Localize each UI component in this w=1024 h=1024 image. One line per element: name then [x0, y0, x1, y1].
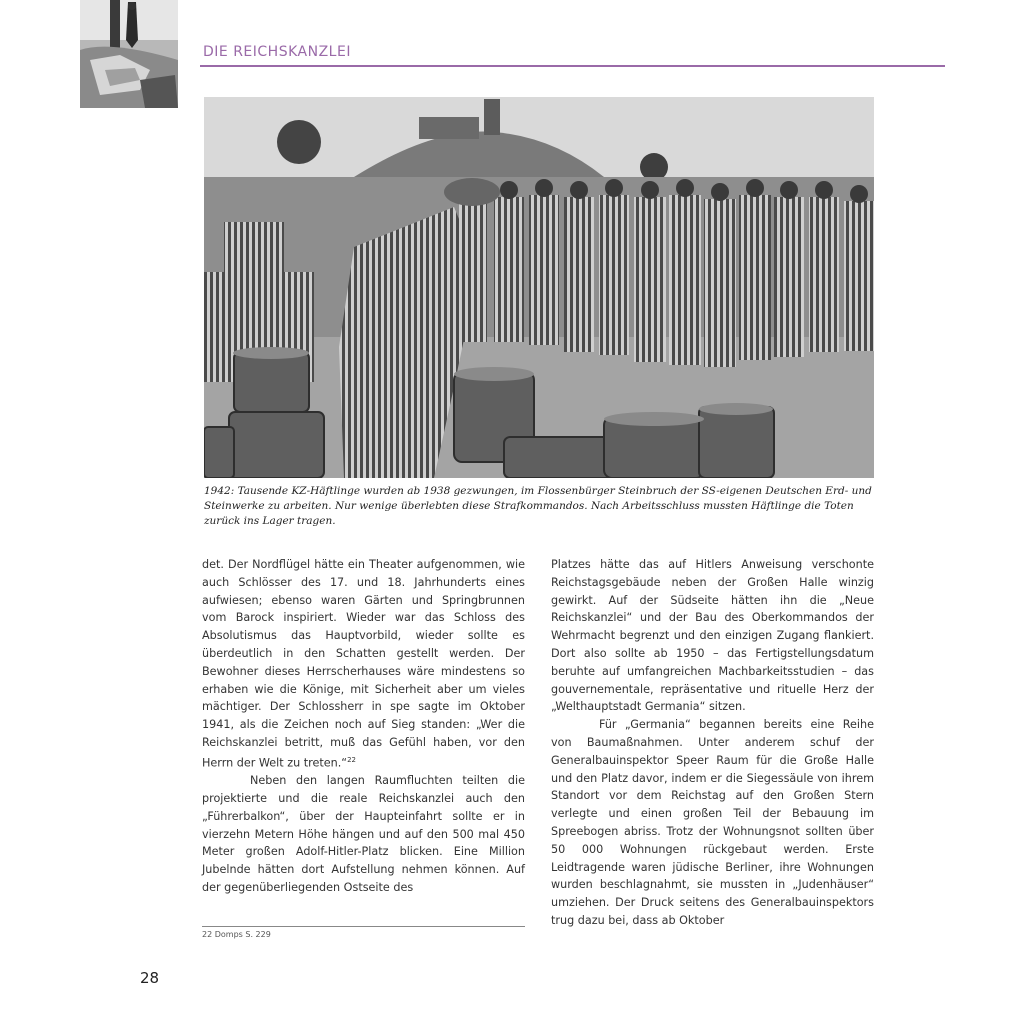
- paragraph: Platzes hätte das auf Hitlers Anweisung verschonte Reichstagsgebäude neben der Großen Halle winzig gewirkt. Auf der Südseite hätten ihn die „Neue Reichskanzlei“ und der Bau des Oberkommandos der Wehrmacht begrenzt und den einzigen Zugang flankiert. Dort also sollte ab 1950 – das Fertigstellungsdatum beruhte auf umfangreichen Machbarkeitsstudien – das gouvernementale, repräsentative und rituelle Herz der „Welthauptstadt Germania“ sitzen.: [551, 558, 874, 714]
- main-photo: [204, 97, 874, 478]
- header-divider: [200, 65, 945, 67]
- text-column-left: [202, 556, 525, 897]
- text-column-right: [551, 556, 874, 930]
- footnote-marker: 22: [347, 755, 357, 764]
- photo-caption: 1942: Tausende KZ-Häftlinge wurden ab 1938 gezwungen, im Flossenbürger Steinbruch der SS-eigenen Deutschen Erd- und Steinwerke zu arbeiten. Nur wenige überlebten diese Strafkommandos. Nach Arbeitsschluss mussten Häftlinge die Toten zurück ins Lager tragen.: [204, 485, 872, 527]
- corner-thumbnail-photo: [80, 0, 178, 108]
- paragraph: [202, 556, 525, 772]
- footnote: 22 Domps S. 229: [202, 930, 271, 939]
- footnote-divider: [202, 926, 525, 927]
- paragraph: Neben den langen Raumfluchten teilten die projektierte und die reale Reichskanzlei auch den „Führerbalkon“, über der Haupteinfahrt sollte er in vierzehn Metern Höhe hängen und auf den 500 mal 450 Meter großen Adolf-Hitler-Platz blicken. Eine Million Jubelnde hätten dort Aufstellung nehmen können. Auf der gegenüberliegenden Ostseite des: [202, 774, 525, 895]
- chapter-title: DIE REICHSKANZLEI: [203, 44, 351, 60]
- paragraph-text: det. Der Nordflügel hätte ein Theater aufgenommen, wie auch Schlösser des 17. und 18. Jahrhunderts eines aufwiesen; ebenso waren Gärten und Springbrunnen vom Barock inspiriert. Wieder war das Schloss des Absolutismus das Hauptvorbild, wieder sollte es überdeutlich in den Schatten gestellt werden. Der Bewohner dieses Herrscherhauses wäre mindestens so erhaben wie die Könige, mit Sicherheit aber um vieles mächtiger. Der Schlossherr in spe sagte im Oktober 1941, als die Zeichen noch auf Sieg standen: „Wer die Reichskanzlei betritt, muß das Gefühl haben, vor den Herrn der Welt zu treten.“: [202, 558, 525, 770]
- page-number: 28: [140, 969, 160, 987]
- paragraph: Für „Germania“ begannen bereits eine Reihe von Baumaßnahmen. Unter anderem schuf der Generalbauinspektor Speer Raum für die Große Halle und den Platz davor, indem er die Siegessäule von ihrem Standort vor dem Reichstag auf den Großen Stern verlegte und einen großen Teil der Bebauung im Spreebogen abriss. Trotz der Wohnungsnot sollten über 50 000 Wohnungen rückgebaut werden. Erste Leidtragende waren jüdische Berliner, ihre Wohnungen wurden beschlagnahmt, sie mussten in „Judenhäuser“ umziehen. Der Druck seitens des Generalbauinspektors trug dazu bei, dass ab Oktober: [551, 718, 874, 927]
